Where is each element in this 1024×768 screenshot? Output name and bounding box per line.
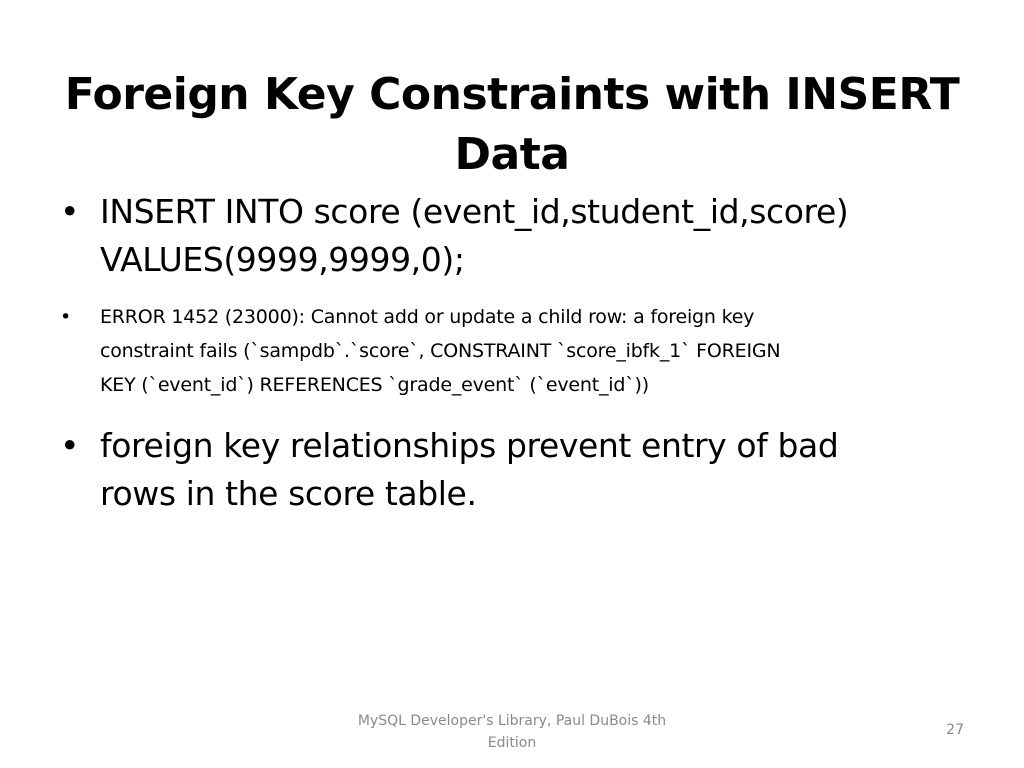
slide-title-line: Data <box>454 129 570 181</box>
bullet-text-line: foreign key relationships prevent entry of bad <box>100 426 839 465</box>
bullet-text-line: VALUES(9999,9999,0); <box>100 240 465 279</box>
footer-line: MySQL Developer's Library, Paul DuBois 4th <box>357 713 667 729</box>
bullet-error-message <box>56 300 976 402</box>
slide-title <box>60 65 964 185</box>
bullet-text-line: ERROR 1452 (23000): Cannot add or update a child row: a foreign key <box>100 306 755 328</box>
bullet-text-line: KEY (`event_id`) REFERENCES `grade_event` (`event_id`)) <box>100 374 649 396</box>
slide-footer <box>330 710 694 754</box>
slide-title-line: Foreign Key Constraints with INSERT <box>64 69 960 121</box>
bullet-marker: • <box>60 426 80 465</box>
bullet-marker: • <box>60 192 80 231</box>
bullet-list <box>56 188 976 518</box>
bullet-text-line: constraint fails (`sampdb`.`score`, CONSTRAINT `score_ibfk_1` FOREIGN <box>100 340 781 362</box>
bullet-insert-statement <box>56 188 976 284</box>
bullet-text-line: rows in the score table. <box>100 474 477 513</box>
bullet-text-line: INSERT INTO score (event_id,student_id,score) <box>100 192 849 231</box>
bullet-explanation <box>56 422 976 518</box>
bullet-marker: • <box>60 306 72 328</box>
footer-line: Edition <box>487 735 537 751</box>
page-number: 27 <box>946 722 964 738</box>
